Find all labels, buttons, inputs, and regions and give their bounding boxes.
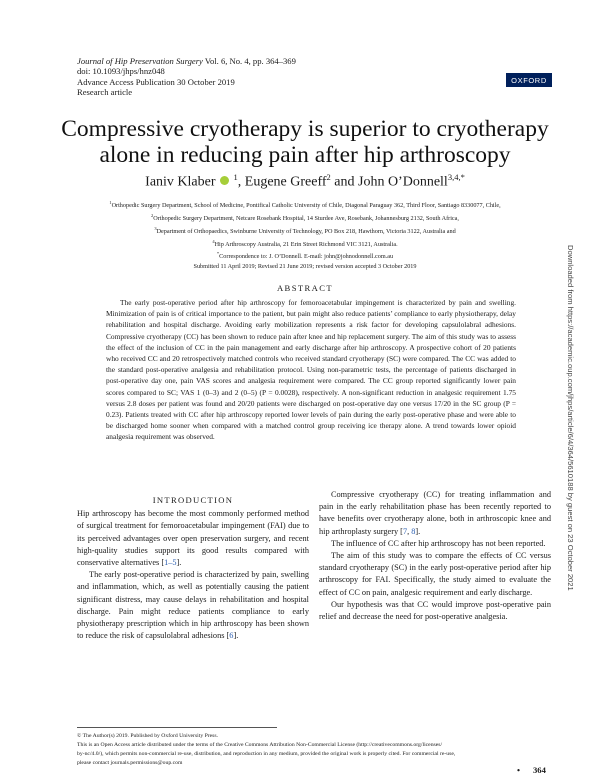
abstract-heading: ABSTRACT <box>276 283 334 293</box>
author-affil-marker: 2 <box>326 172 331 182</box>
citation-link[interactable]: 1–5 <box>164 558 177 568</box>
submission-dates: Submitted 11 April 2019; Revised 21 June 2019; revised version accepted 3 October 2019 <box>193 263 417 271</box>
doi[interactable]: doi: 10.1093/jhps/hnz048 <box>77 66 165 77</box>
body-paragraph: Our hypothesis was that CC would improve post-operative pain relief and decrease the need for post-operative analgesia. <box>319 599 551 622</box>
abstract-text: The early post-operative period after hip arthroscopy for femoroacetabular impingement is characterized by pain and swelling. Minimization of pain is of critical importance to the patient, but pain might also reduce patients’ compliance to early physiotherapy, delay rehabilitation and hospital discharge. Avoiding early mobilization represents a risk factor for developing capsulolabral adhesions. Compressive cryotherapy (CC) has been shown to reduce pain after knee and hip replacement surgery. The aim of this study was to assess the effect of the inclusion of CC in the pain management and early discharge after hip arthroscopy. A prospective cohort of 20 patients who received CC and 20 retrospectively matched controls who received standard cryotherapy (SC) were compared. The CC was added to the standard post-operative analgesia and rehabilitation protocol. Using non-parametric tests, the percentage of patients discharged in post-operative day one, pain VAS scores and analgesia requirement were compared. The CC group reported significantly lower pain scores compared to SC; VAS 1 (0–3) and 2 (0–5) (P = 0.0028), respectively. A non-significant reduction in analgesic requirement 1.75 versus 2.8 doses per patient was found and 20/20 patients were discharged on post-operative day one versus 17/20 in the SC group (P = 0.23). Patients treated with CC after hip arthroscopy reported lower levels of pain during the early post-operative phase and were able to be discharged home sooner when compared with a matched control group receiving ice therapy alone. A trend towards lower opioid analgesia requirement was observed. <box>106 298 516 442</box>
affiliation-line: $^4$Hip Arthroscopy Australia, 21 Erin Street Richmond VIC 3121, Australia. <box>212 238 398 248</box>
affiliation-line: $^2$Orthopedic Surgery Department, Netcare Rosebank Hospital, 14 Sturdee Ave, Rosebank, Johannesburg 2132, South Africa, <box>151 212 459 222</box>
footnote-divider <box>77 727 277 728</box>
article-title: Compressive cryotherapy is superior to cryotherapy alone in reducing pain after hip arthroscopy <box>61 116 549 168</box>
license-footnote: © The Author(s) 2019. Published by Oxford University Press. This is an Open Access article distributed under the terms of the Creative Commons Attribution Non-Commercial License (http://creativecommons.org/licenses/ by-nc/4.0/), which permits non-commercial re-use, distribution, and reproduction in any medium, provided the original work is properly cited. For commercial re-use, please contact journals.permissions@oup.com <box>77 733 456 766</box>
author-name[interactable]: Ianiv Klaber <box>145 174 216 190</box>
body-paragraph: The influence of CC after hip arthroscopy has not been reported. <box>331 538 546 548</box>
author-list <box>60 172 550 191</box>
article-type: Research article <box>77 87 133 98</box>
body-column-left <box>77 494 309 642</box>
author-affil-marker: 3,4,* <box>447 172 465 182</box>
body-paragraph: The early post-operative period is characterized by pain, swelling and inflammation, which, as well as potentially causing the patient significant distress, may cause delays in rehabilitation and hospital discharge. Pain might reduce patients compliance to early physiotherapy prescription which in hip arthroscopy has been shown to reduce the risk of capsulolabral adhesions [6]. <box>77 570 309 641</box>
citation-link[interactable]: 8 <box>411 526 416 536</box>
oxford-logo[interactable]: OXFORD <box>506 73 552 87</box>
journal-issue: Vol. 6, No. 4, pp. 364–369 <box>202 56 296 66</box>
introduction-heading: INTRODUCTION <box>152 495 234 505</box>
body-paragraph: Compressive cryotherapy (CC) for treating inflammation and pain in the early rehabilitation phase has been recently reported to have benefits over cryotherapy alone, both in arthroscopic knee and hip arthroplasty surgery [7, 8]. <box>319 490 551 536</box>
journal-citation <box>77 56 407 66</box>
author-name[interactable]: , Eugene Greeff <box>237 174 327 190</box>
page-bullet: • <box>517 765 521 775</box>
citation-link[interactable]: 6 <box>229 631 234 641</box>
affiliation-line: $^1$Orthopedic Surgery Department, School of Medicine, Pontifical Catholic University of Chile, Diagonal Paraguay 362, Third Floor, Santiago 8330077, Chile, <box>109 200 501 210</box>
affiliations <box>60 198 550 272</box>
journal-name: Journal of Hip Preservation Surgery <box>77 56 203 66</box>
orcid-icon[interactable] <box>220 176 229 185</box>
journal-header <box>77 56 407 98</box>
affiliation-line: $^3$Department of Orthopaedics, Swinburne University of Technology, PO Box 218, Hawthorn, Victoria 3122, Australia and <box>154 225 456 235</box>
body-paragraph: Hip arthroscopy has become the most commonly performed method of surgical treatment for femoroacetabular impingement (FAI) due to its perceived advantages over open preservation surgery, and recent high-quality studies support its good results compared with conservative alternatives [1–5]. <box>77 509 309 568</box>
body-paragraph: The aim of this study was to compare the effects of CC versus standard cryotherapy (SC) in the early post-operative period after hip arthroscopy for FAI. Specifically, the study aimed to evaluate the effect of CC on pain, analgesic requirement and early discharge. <box>319 551 551 597</box>
author-name[interactable]: and John O’Donnell <box>330 174 448 190</box>
correspondence: *Correspondence to: J. O’Donnell. E-mail: john@johnodonnell.com.au <box>216 251 394 261</box>
advance-access: Advance Access Publication 30 October 2019 <box>77 76 235 87</box>
author-affil-marker: 1 <box>233 172 238 182</box>
download-watermark: Downloaded from https://academic.oup.com/jhps/article/6/4/364/5610188 by guest on 23 October 2021 <box>566 245 575 591</box>
citation-link[interactable]: 7 <box>402 526 408 536</box>
page-number: 364 <box>533 765 546 775</box>
body-column-right <box>319 489 551 623</box>
